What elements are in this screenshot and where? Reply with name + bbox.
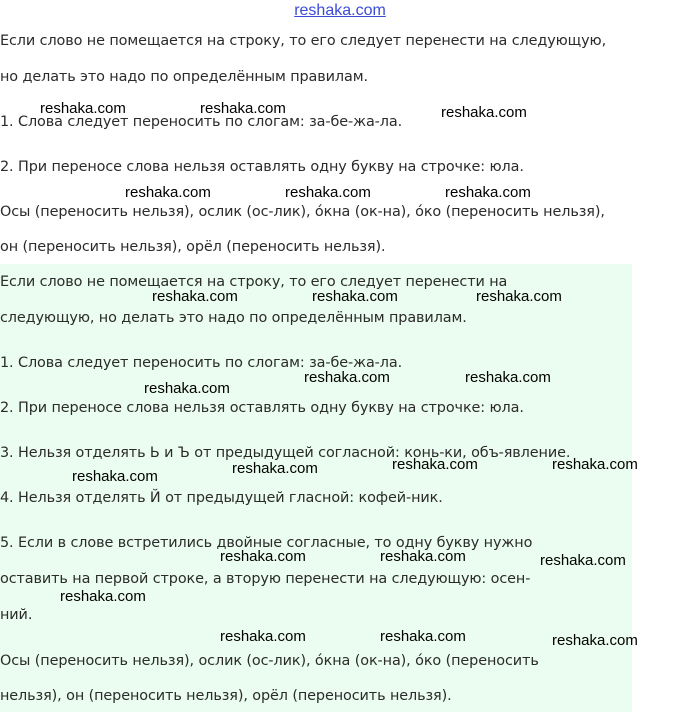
watermark: reshaka.com [312, 288, 398, 305]
answer-line: ний. [0, 607, 33, 623]
task-line: Если слово не помещается на строку, то его следует перенести на следующую, [0, 33, 607, 49]
task-line: 2. При переносе слова нельзя оставлять одну букву на строчке: юла. [0, 159, 524, 175]
watermark: reshaka.com [465, 369, 551, 386]
watermark: reshaka.com [220, 548, 306, 565]
task-line: 1. Слова следует переносить по слогам: за-бе-жа-ла. [0, 114, 403, 130]
watermark: reshaka.com [232, 460, 318, 477]
answer-line: следующую, но делать это надо по определённым правилам. [0, 310, 467, 326]
watermark: reshaka.com [392, 456, 478, 473]
watermark: reshaka.com [220, 628, 306, 645]
task-line: он (переносить нельзя), орёл (переносить нельзя). [0, 239, 386, 255]
watermark: reshaka.com [200, 100, 286, 117]
answer-line: нельзя), он (переносить нельзя), орёл (переносить нельзя). [0, 688, 452, 704]
answer-line: 5. Если в слове встретились двойные согласные, то одну букву нужно [0, 535, 533, 551]
watermark: reshaka.com [125, 184, 211, 201]
watermark: reshaka.com [441, 104, 527, 121]
watermark: reshaka.com [304, 369, 390, 386]
watermark: reshaka.com [476, 288, 562, 305]
watermark: reshaka.com [552, 632, 638, 649]
watermark: reshaka.com [152, 288, 238, 305]
task-line: но делать это надо по определённым правилам. [0, 69, 368, 85]
watermark: reshaka.com [72, 468, 158, 485]
watermark: reshaka.com [552, 456, 638, 473]
watermark: reshaka.com [60, 588, 146, 605]
answer-line: Осы (переносить нельзя), ослик (ос-лик), о́кна (ок-на), о́ко (переносить [0, 653, 539, 669]
watermark: reshaka.com [380, 548, 466, 565]
task-line: Осы (переносить нельзя), ослик (ос-лик), о́кна (ок-на), о́ко (переносить нельзя), [0, 204, 605, 220]
site-header-link[interactable]: reshaka.com [294, 2, 386, 19]
answer-line: Если слово не помещается на строку, то его следует перенести на [0, 274, 508, 290]
watermark: reshaka.com [540, 552, 626, 569]
watermark: reshaka.com [285, 184, 371, 201]
answer-line: 1. Слова следует переносить по слогам: за-бе-жа-ла. [0, 355, 403, 371]
watermark: reshaka.com [144, 380, 230, 397]
watermark: reshaka.com [40, 100, 126, 117]
answer-line: оставить на первой строке, а вторую перенести на следующую: осен- [0, 571, 531, 587]
watermark: reshaka.com [445, 184, 531, 201]
answer-line: 3. Нельзя отделять Ь и Ъ от предыдущей согласной: конь-ки, объ-явление. [0, 445, 571, 461]
watermark: reshaka.com [380, 628, 466, 645]
answer-line: 2. При переносе слова нельзя оставлять одну букву на строчке: юла. [0, 400, 524, 416]
answer-line: 4. Нельзя отделять Й от предыдущей гласной: кофей-ник. [0, 490, 443, 506]
answer-box [0, 264, 632, 712]
